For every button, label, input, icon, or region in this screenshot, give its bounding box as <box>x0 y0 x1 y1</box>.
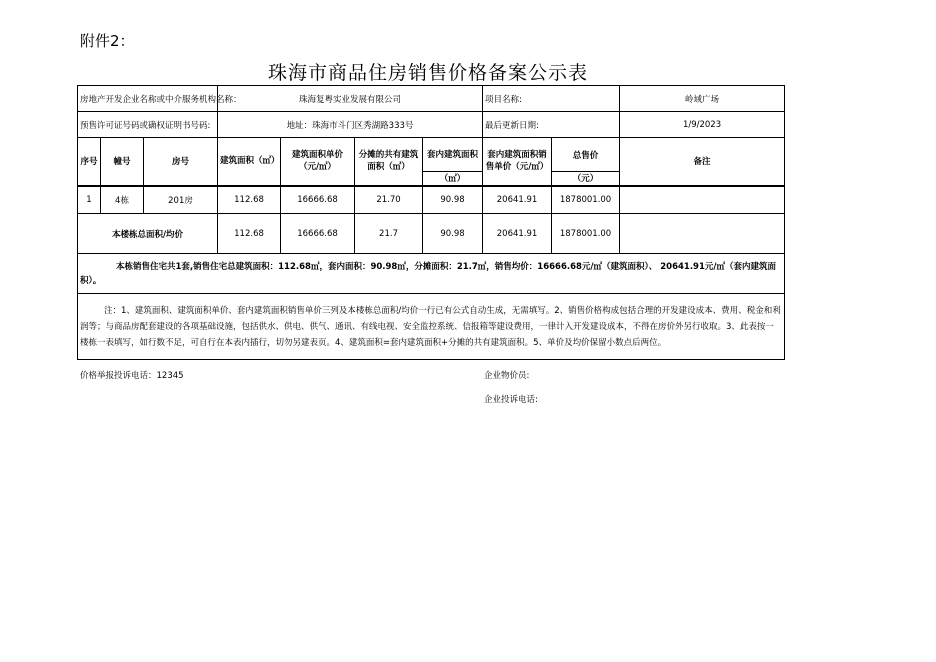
address-value: 地址：珠海市斗门区秀湖路333号 <box>218 112 483 138</box>
header-seq: 序号 <box>78 138 101 186</box>
price-officer: 企业物价员: <box>484 371 530 381</box>
project-label: 项目名称: <box>483 86 620 112</box>
row-inner-price: 20641.91 <box>483 186 552 214</box>
header-remark: 备注 <box>620 138 785 186</box>
summary-area: 112.68 <box>218 214 281 254</box>
row-building: 4栋 <box>101 186 144 214</box>
row-shared-area: 21.70 <box>355 186 423 214</box>
header-shared-area: 分摊的共有建筑面积（㎡） <box>355 138 423 186</box>
developer-row <box>78 86 785 112</box>
summary-shared-area: 21.7 <box>355 214 423 254</box>
complaint-phone: 价格举报投诉电话：12345 <box>80 371 184 381</box>
attachment-label: 附件2： <box>80 32 135 50</box>
sales-summary-row <box>78 254 785 294</box>
row-total: 1878001.00 <box>552 186 620 214</box>
summary-remark <box>620 214 785 254</box>
header-room: 房号 <box>144 138 218 186</box>
row-unit-price: 16666.68 <box>281 186 355 214</box>
summary-inner-area: 90.98 <box>423 214 483 254</box>
header-total: 总售价 <box>552 138 620 172</box>
summary-inner-price: 20641.91 <box>483 214 552 254</box>
summary-label: 本楼栋总面积/均价 <box>78 214 218 254</box>
header-inner-area-unit: （㎡） <box>423 172 483 186</box>
row-seq: 1 <box>78 186 101 214</box>
header-row <box>78 138 785 172</box>
summary-unit-price: 16666.68 <box>281 214 355 254</box>
permit-row <box>78 112 785 138</box>
update-label: 最后更新日期: <box>483 112 620 138</box>
header-unit-price: 建筑面积单价（元/㎡） <box>281 138 355 186</box>
table-row <box>78 186 785 214</box>
header-inner-area: 套内建筑面积 <box>423 138 483 172</box>
header-area: 建筑面积（㎡） <box>218 138 281 186</box>
sales-summary-text: 本栋销售住宅共1套,销售住宅总建筑面积：112.68㎡，套内面积：90.98㎡，分摊面积：21.7㎡，销售均价：16666.68元/㎡（建筑面积）、 20641.91元/㎡（套内建筑面积）。 <box>78 254 785 294</box>
enterprise-phone: 企业投诉电话: <box>484 395 538 405</box>
header-total-unit: （元） <box>552 172 620 186</box>
project-value: 岭域广场 <box>620 86 785 112</box>
row-remark <box>620 186 785 214</box>
permit-label: 预售许可证号码或确权证明书号码: <box>78 112 218 138</box>
developer-value: 珠海复粤实业发展有限公司 <box>218 86 483 112</box>
update-value: 1/9/2023 <box>620 112 785 138</box>
summary-total: 1878001.00 <box>552 214 620 254</box>
price-table <box>77 85 785 360</box>
header-inner-price: 套内建筑面积销售单价（元/㎡） <box>483 138 552 186</box>
developer-label: 房地产开发企业名称或中介服务机构名称： <box>78 86 218 112</box>
header-building: 幢号 <box>101 138 144 186</box>
summary-row <box>78 214 785 254</box>
notes-row <box>78 294 785 360</box>
notes-text: 注：1、建筑面积、建筑面积单价、套内建筑面积销售单价三列及本楼栋总面积/均价一行已有公式自动生成，无需填写。2、销售价格构成包括合理的开发建设成本、费用、税金和利润等；与商品房配套建设的各项基础设施，包括供水、供电、供气、通讯、有线电视、安全监控系统、信报箱等建设费用，一律计入开发建设成本，不得在房价外另行收取。3、此表按一楼栋一表填写，如行数不足，可自行在本表内插行，切勿另建表页。4、建筑面积=套内建筑面积+分摊的共有建筑面积。5、单价及均价保留小数点后两位。 <box>78 294 785 360</box>
row-area: 112.68 <box>218 186 281 214</box>
row-room: 201房 <box>144 186 218 214</box>
row-inner-area: 90.98 <box>423 186 483 214</box>
page-title: 珠海市商品住房销售价格备案公示表 <box>267 62 588 84</box>
